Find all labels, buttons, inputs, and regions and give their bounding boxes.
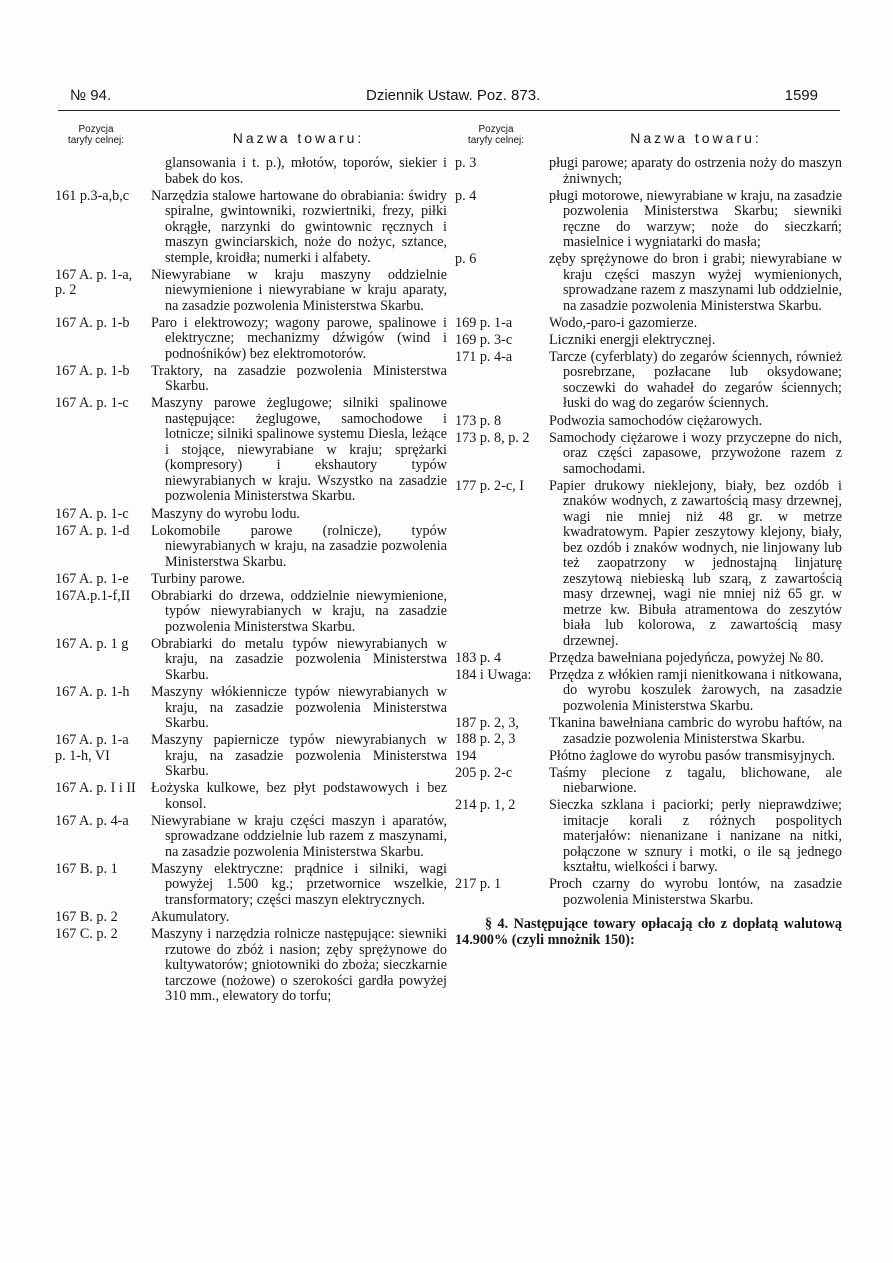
tariff-entry <box>455 651 842 667</box>
tariff-entry <box>55 268 447 315</box>
tariff-entry <box>55 927 447 1005</box>
goods-description: Proch czarny do wyrobu lontów, na zasadzie pozwolenia Ministerstwa Skarbu. <box>549 876 842 908</box>
tariff-entry <box>455 749 842 765</box>
tariff-entry <box>55 524 447 571</box>
tariff-position: 167 A. p. 1-d <box>55 522 130 539</box>
tariff-position: 173 p. 8 <box>455 412 502 429</box>
tariff-position: 183 p. 4 <box>455 649 502 666</box>
tariff-entry <box>455 668 842 715</box>
tariff-position: 187 p. 2, 3, 188 p. 2, 3 <box>455 715 519 747</box>
tariff-position: 167 B. p. 1 <box>55 860 118 877</box>
goods-description: Płótno żaglowe do wyrobu pasów transmisyjnych. <box>549 747 836 764</box>
goods-description: Przędza z włókien ramji nienitkowana i nitkowana, do wyrobu koszulek żarowych, na zasadzie pozwolenia Ministerstwa Skarbu. <box>549 666 842 714</box>
left-column <box>55 124 447 1006</box>
tariff-position: 167 C. p. 2 <box>55 926 118 943</box>
tariff-position: 169 p. 3-c <box>455 331 513 348</box>
tariff-entry <box>55 589 447 636</box>
tariff-position: 167 A. p. 1-a, p. 2 <box>55 266 133 299</box>
tariff-entry <box>455 189 842 251</box>
tariff-position: 217 p. 1 <box>455 876 502 893</box>
tariff-position: 167 A. p. 4-a <box>55 812 129 829</box>
position-header: Pozycja taryfy celnej: <box>467 124 525 146</box>
section-paragraph: § 4. Następujące towary opłacają cło z dopłatą walutową 14.900% (czyli mnożnik 150): <box>455 916 842 949</box>
goods-description: Paro i elektrowozy; wagony parowe, spalinowe i elektryczne; mechanizmy dźwigów (wind i podnośników) bez elektromotorów. <box>151 314 447 362</box>
right-column <box>455 124 842 948</box>
tariff-entry <box>55 814 447 861</box>
tariff-position: 167 A. p. 1-h <box>55 684 130 701</box>
tariff-position: 167 A. p. I i II <box>55 780 136 797</box>
tariff-entry <box>55 685 447 732</box>
tariff-entry <box>55 781 447 812</box>
page-header <box>58 84 840 111</box>
tariff-position: 205 p. 2-c <box>455 764 513 781</box>
goods-description: Przędza bawełniana pojedyńcza, powyżej № 80. <box>549 649 824 666</box>
tariff-entry <box>455 316 842 332</box>
goods-description: Tarcze (cyferblaty) do zegarów ściennych, również posrebrzane, pozłacane lub oksydowane; soczewki do wahadeł do zegarów ściennych; łuski do wag do zegarów ściennych. <box>549 348 842 412</box>
column-header <box>55 124 447 156</box>
tariff-position: p. 6 <box>455 251 477 268</box>
tariff-position: 167A.p.1-f,II <box>55 587 131 604</box>
goods-description: Tkanina bawełniana cambric do wyrobu haftów, na zasadzie pozwolenia Ministerstwa Skarbu. <box>549 715 842 747</box>
tariff-entry <box>455 716 842 747</box>
tariff-position: 167 A. p. 1-c <box>55 505 129 522</box>
goods-description: pługi motorowe, niewyrabiane w kraju, na zasadzie pozwolenia Ministerstwa Skarbu; siewniki ręczne do warzyw; noże do sieczkarń; masielnice i wygniatarki do masła; <box>549 187 842 251</box>
tariff-entry <box>455 414 842 430</box>
tariff-position: 167 A. p. 1-b <box>55 362 130 379</box>
tariff-position: 167 A. p. 1-b <box>55 314 130 331</box>
goods-description: Turbiny parowe. <box>151 570 246 587</box>
tariff-position: 194 <box>455 747 477 764</box>
issue-number: № 94. <box>70 87 112 104</box>
goods-description: Niewyrabiane w kraju części maszyn i aparatów, sprowadzane oddzielnie lub razem z maszynami, na zasadzie pozwolenia Ministerstwa Skarbu. <box>151 812 447 860</box>
goods-description: Maszyny parowe żeglugowe; silniki spalinowe następujące: żeglugowe, samochodowe i lotnicze; silniki spalinowe systemu Diesla, leżące i stojące, niewyrabiane w kraju; sprężarki (kompresory) i ekshautory typów niewyrabianych w kraju. Wszystko na zasadzie pozwolenia Ministerstwa Skarbu. <box>151 395 447 505</box>
goods-description: Łożyska kulkowe, bez płyt podstawowych i bez konsol. <box>151 780 447 812</box>
tariff-position: 167 A. p. 1-e <box>55 570 129 587</box>
tariff-entry <box>55 507 447 523</box>
tariff-position: 177 p. 2-c, I <box>455 477 524 494</box>
goods-description: Taśmy plecione z tagalu, blichowane, ale niebarwione. <box>549 764 842 797</box>
position-header: Pozycja taryfy celnej: <box>67 124 125 146</box>
tariff-position: 167 A. p. 1-a p. 1-h, VI <box>55 732 129 764</box>
tariff-entry <box>455 766 842 797</box>
tariff-entry <box>455 877 842 908</box>
name-header: Nazwa towaru: <box>630 130 762 146</box>
tariff-entry <box>55 316 447 363</box>
journal-title: Dziennik Ustaw. Poz. 873. <box>366 87 541 104</box>
tariff-entry <box>455 156 842 187</box>
goods-description: Maszyny elektryczne: prądnice i silniki, wagi powyżej 1.500 kg.; przetwornice wszelkie, transformatory; części maszyn elektrycznych. <box>151 860 447 908</box>
tariff-position: 184 i Uwaga: <box>455 666 532 683</box>
tariff-entry <box>55 364 447 395</box>
name-header: Nazwa towaru: <box>232 130 365 146</box>
goods-description: Maszyny do wyrobu lodu. <box>151 505 300 522</box>
right-entry-list <box>455 156 842 908</box>
goods-description: Maszyny włókiennicze typów niewyrabianych w kraju, na zasadzie pozwolenia Ministerstwa Skarbu. <box>151 684 447 732</box>
goods-description: Wodo,-paro-i gazomierze. <box>549 314 698 331</box>
tariff-entry <box>55 910 447 926</box>
tariff-position: 173 p. 8, p. 2 <box>455 429 530 446</box>
tariff-entry <box>55 733 447 780</box>
goods-description: Lokomobile parowe (rolnicze), typów niewyrabianych w kraju, na zasadzie pozwolenia Ministerstwa Skarbu. <box>151 522 447 570</box>
tariff-entry <box>455 350 842 412</box>
goods-description: Obrabiarki do metalu typów niewyrabianych w kraju, na zasadzie pozwolenia Ministerstwa Skarbu. <box>151 635 447 683</box>
tariff-entry <box>455 798 842 876</box>
tariff-position: 167 B. p. 2 <box>55 909 118 925</box>
tariff-position: 161 p.3-a,b,c <box>55 187 130 204</box>
tariff-entry <box>55 637 447 684</box>
goods-description: Maszyny i narzędzia rolnicze następujące: siewniki rzutowe do zbóż i nasion; zęby sprężynowe do kultywatorów; gniotowniki do zboża; sieczkarnie tarczowe (nożowe) o szerokości gardła powyżej 310 mm., elewatory do torfu; <box>151 926 447 1005</box>
goods-description: Maszyny papiernicze typów niewyrabianych w kraju, na zasadzie pozwolenia Ministerstwa Skarbu. <box>151 732 447 780</box>
goods-description: Obrabiarki do drzewa, oddzielnie niewymienione, typów niewyrabianych w kraju, na zasadzie pozwolenia Ministerstwa Skarbu. <box>151 587 447 635</box>
tariff-position: 214 p. 1, 2 <box>455 797 516 814</box>
goods-description: Podwozia samochodów ciężarowych. <box>549 412 763 429</box>
tariff-entry <box>55 156 447 187</box>
column-header <box>455 124 842 156</box>
tariff-position: 169 p. 1-a <box>455 314 513 331</box>
left-entry-list <box>55 156 447 1005</box>
goods-description: Akumulatory. <box>151 909 230 925</box>
goods-description: Sieczka szklana i paciorki; perły nieprawdziwe; imitacje korali z różnych pospolitych materjałów: nienanizane i nanizane na nitki, połączone w sznury i motki, o ile są jednego kształtu, wielkości i barwy. <box>549 797 842 876</box>
tariff-entry <box>455 333 842 349</box>
tariff-position <box>55 156 151 187</box>
goods-description: Liczniki energji elektrycznej. <box>549 331 716 348</box>
goods-description: zęby sprężynowe do bron i grabi; niewyrabiane w kraju części maszyn wyżej wymienionych, sprowadzane razem z maszynami lub oddzielnie, na zasadzie pozwolenia Ministerstwa Skarbu. <box>549 251 842 314</box>
goods-description: Samochody ciężarowe i wozy przyczepne do nich, oraz części zapasowe, przywożone razem z samochodami. <box>549 429 842 477</box>
tariff-entry <box>455 252 842 314</box>
tariff-position: p. 3 <box>455 155 477 171</box>
tariff-entry <box>455 431 842 478</box>
goods-description: Papier drukowy nieklejony, biały, bez ozdób i znaków wodnych, z zawartością masy drzewnej, wagi nie mniej niż 48 gr. w metrze kwadratowym. Papier zeszytowy klejony, biały, bez ozdób i znaków wodnych, nie linjowany lub też zaopatrzony w jednostajną linjaturę zeszytową niebieską lub szarą, z zawartością masy drzewnej, wagi nie mniej niż 65 gr. w metrze kw. Bibuła atramentowa do zeszytów biała lub kolorowa, z zawartością masy drzewnej. <box>549 477 842 649</box>
page-number: 1599 <box>784 87 818 104</box>
tariff-entry <box>55 189 447 267</box>
tariff-position: 167 A. p. 1 g <box>55 635 129 652</box>
tariff-position: 171 p. 4-a <box>455 348 513 365</box>
tariff-position: p. 4 <box>455 187 477 204</box>
tariff-entry <box>55 396 447 505</box>
tariff-entry <box>55 572 447 588</box>
goods-description: Traktory, na zasadzie pozwolenia Ministerstwa Skarbu. <box>151 362 447 395</box>
goods-description: Narzędzia stalowe hartowane do obrabiania: świdry spiralne, gwintowniki, rozwiertniki, frezy, piłki okrągłe, narzynki do gwintownic ręcznych i maszyn gwinciarskich, noże do nożyc, sztance, stemple, kroidła; numerki i alfabety. <box>151 187 447 266</box>
tariff-entry <box>455 479 842 650</box>
goods-description: glansowania i t. p.), młotów, toporów, siekier i babek do kos. <box>165 155 447 187</box>
tariff-position: 167 A. p. 1-c <box>55 395 129 412</box>
goods-description: pługi parowe; aparaty do ostrzenia noży do maszyn żniwnych; <box>549 155 842 187</box>
goods-description: Niewyrabiane w kraju maszyny oddzielnie niewymienione i niewyrabiane w kraju aparaty, na zasadzie pozwolenia Ministerstwa Skarbu. <box>151 266 447 314</box>
tariff-entry <box>55 862 447 909</box>
